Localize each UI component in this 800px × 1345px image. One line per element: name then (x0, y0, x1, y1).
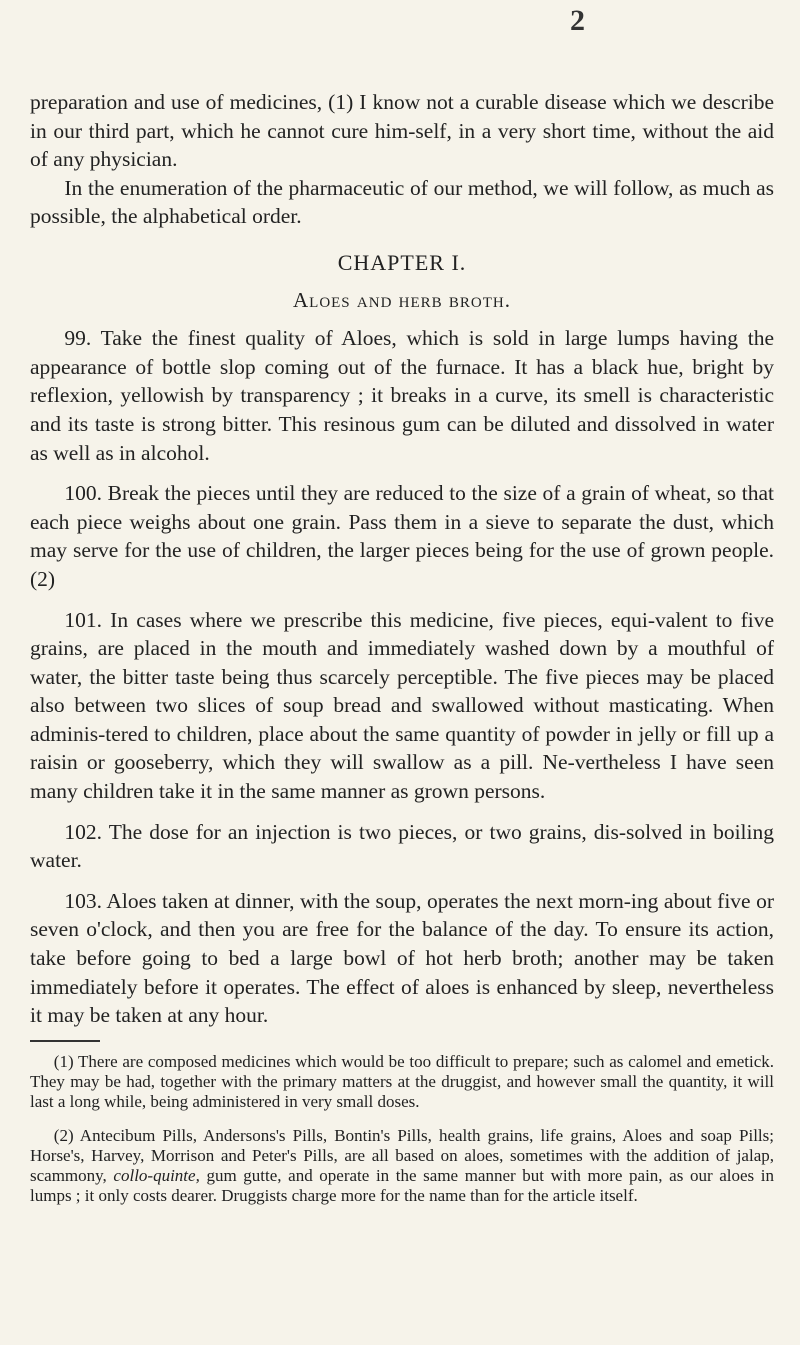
chapter-subtitle: Aloes and herb broth. (292, 287, 511, 312)
footnote-2-text-a: (2) Antecibum Pills, Andersons's Pills, Bontin's Pills, health grains, life grains, Aloes and soap Pills; Horse's, Harvey, Morrison and Peter's Pills, are all based on aloes, sometimes with the addition of jalap, scammony, (30, 1125, 774, 1185)
footnote-divider (30, 1040, 100, 1042)
chapter-heading: CHAPTER I. (337, 249, 467, 275)
paragraph-103: 103. Aloes taken at dinner, with the soup, operates the next morn-ing about five or seven o'clock, and then you are free for the balance of the day. To ensure its action, take before going to bed a large bowl of hot herb broth; another may be taken immediately before it operates. The effect of aloes is enhanced by sleep, nevertheless it may be taken at any hour. (30, 888, 774, 1028)
footnote-2 (30, 1126, 774, 1206)
paragraph-100: 100. Break the pieces until they are reduced to the size of a grain of wheat, so that each piece weighs about one grain. Pass them in a sieve to separate the dust, which may serve for the use of children, the larger pieces being for the use of grown people. (2) (30, 481, 774, 591)
paragraph-99: 99. Take the finest quality of Aloes, which is sold in large lumps having the appearance of bottle slop coming out of the furnace. It has a black hue, bright by reflexion, yellowish by transparency ; it breaks in a curve, its smell is characteristic and its taste is strong bitter. This resinous gum can be diluted and dissolved in water as well as in alcohol. (30, 326, 774, 465)
page-body (30, 88, 774, 1220)
footnote-1: (1) There are composed medicines which would be too difficult to prepare; such as calomel and emetick. They may be had, together with the primary matters at the druggist, and however small the quantity, it will last a long while, being administered in very small doses. (30, 1051, 774, 1111)
footnotes (30, 1052, 774, 1206)
footnote-2-italic: collo-quinte, (113, 1165, 200, 1185)
enumeration-paragraph: In the enumeration of the pharmaceutic of our method, we will follow, as much as possible, the alphabetical order. (30, 175, 774, 229)
page-number: 2 (570, 4, 585, 37)
footnote-2-text-b: gum gutte, and operate in the same manner but with more pain, as our aloes in lumps ; it only costs dearer. Druggists charge more for the name than for the article itself. (30, 1165, 774, 1205)
paragraph-102: 102. The dose for an injection is two pieces, or two grains, dis-solved in boiling water. (30, 819, 774, 873)
intro-paragraph: preparation and use of medicines, (1) I know not a curable disease which we describe in our third part, which he cannot cure him-self, in a very short time, without the aid of any physician. (30, 90, 774, 172)
paragraph-101: 101. In cases where we prescribe this medicine, five pieces, equi-valent to five grains, are placed in the mouth and immediately washed down by a mouthful of water, the bitter taste being thus scarcely perceptible. The five pieces may be placed also between two slices of soup bread and swallowed without masticating. When adminis-tered to children, place about the same quantity of powder in jelly or fill up a raisin or gooseberry, which they will swallow as a pill. Ne-vertheless I have seen many children take it in the same manner as grown persons. (30, 607, 774, 804)
